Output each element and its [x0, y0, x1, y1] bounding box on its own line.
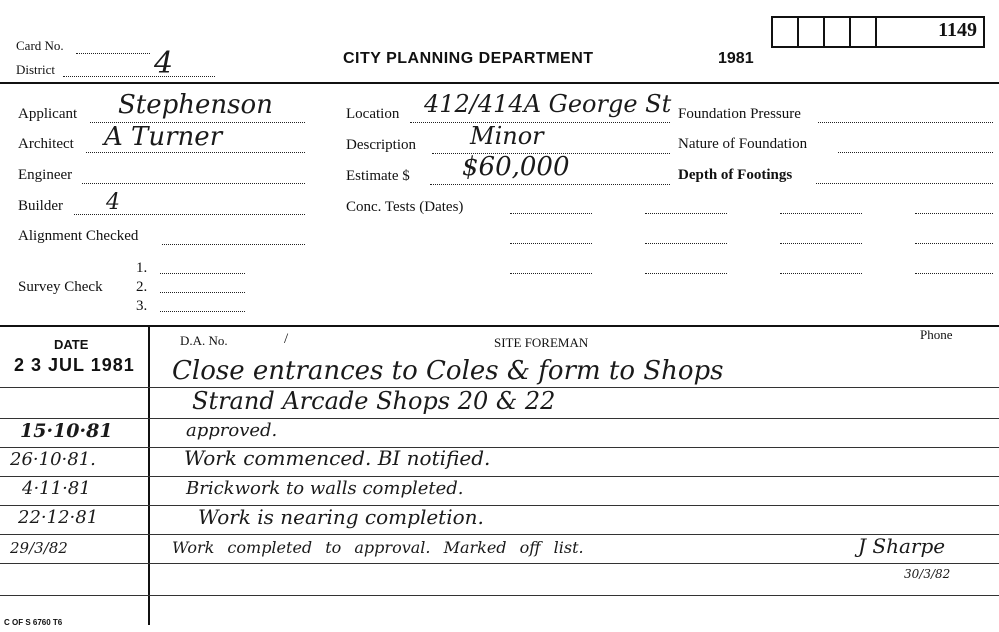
conc-line-2b — [645, 243, 727, 244]
conc-tests-label: Conc. Tests (Dates) — [346, 199, 464, 215]
conc-line-1b — [510, 243, 592, 244]
builder-label: Builder — [18, 198, 63, 214]
log-row-rule — [0, 534, 999, 535]
log-row-rule — [0, 595, 999, 596]
survey-line-3 — [160, 311, 245, 312]
survey-line-2 — [160, 292, 245, 293]
da-label: D.A. No. — [180, 333, 228, 348]
location-value: 412/414A George St — [424, 90, 672, 118]
description-value: Minor — [470, 122, 544, 150]
architect-value: A Turner — [104, 122, 223, 152]
department-title: CITY PLANNING DEPARTMENT — [343, 50, 594, 67]
card-number-box — [875, 16, 985, 48]
district-label: District — [16, 62, 55, 77]
da-value: / — [284, 331, 289, 347]
survey-number-3: 3. — [136, 298, 148, 314]
log-text-5: Brickwork to walls completed. — [186, 478, 464, 499]
foundation-pressure-label: Foundation Pressure — [678, 106, 801, 122]
conc-line-3b — [780, 243, 862, 244]
card-no-label: Card No. — [16, 38, 64, 53]
number-box-1 — [771, 16, 799, 48]
conc-line-2a — [645, 213, 727, 214]
conc-line-1c — [510, 273, 592, 274]
depth-label: Depth of Footings — [678, 167, 793, 183]
phone-label: Phone — [920, 327, 953, 342]
card-no-line — [76, 53, 150, 54]
description-label: Description — [346, 137, 416, 153]
applicant-label: Applicant — [18, 106, 78, 122]
conc-line-2c — [645, 273, 727, 274]
log-text-1: Close entrances to Coles & form to Shops — [172, 356, 724, 386]
log-date-1: 2 3 JUL 1981 — [14, 355, 135, 375]
survey-label: Survey Check — [18, 279, 103, 295]
survey-number-1: 1. — [136, 260, 148, 276]
number-box-3 — [823, 16, 851, 48]
card-number: 1149 — [938, 19, 977, 41]
form-code: C OF S 6760 T6 — [4, 618, 63, 627]
depth-line — [816, 183, 993, 184]
conc-line-3c — [780, 273, 862, 274]
log-date-3: 15·10·81 — [20, 420, 113, 442]
year: 1981 — [718, 50, 754, 67]
log-date-5: 4·11·81 — [22, 478, 91, 499]
engineer-label: Engineer — [18, 167, 73, 183]
log-text-7: Work completed to approval. Marked off list. — [172, 538, 584, 557]
district-line — [63, 76, 215, 77]
estimate-line — [430, 184, 670, 185]
log-row-rule — [0, 447, 999, 448]
log-text-6: Work is nearing completion. — [198, 505, 484, 529]
log-text-3: approved. — [186, 420, 278, 441]
architect-label: Architect — [18, 136, 74, 152]
log-date-4: 26·10·81. — [10, 449, 96, 470]
conc-line-3a — [780, 213, 862, 214]
site-foreman-label: SITE FOREMAN — [494, 335, 589, 350]
estimate-label: Estimate $ — [346, 168, 410, 184]
signature-date: 30/3/82 — [904, 567, 951, 581]
district-value: 4 — [154, 46, 174, 81]
nature-label: Nature of Foundation — [678, 136, 808, 152]
conc-line-4c — [915, 273, 993, 274]
log-row-rule — [0, 418, 999, 419]
date-header: DATE — [54, 337, 89, 352]
foundation-pressure-line — [818, 122, 993, 123]
signature: J Sharpe — [858, 534, 946, 558]
header-rule — [0, 82, 999, 84]
conc-line-4a — [915, 213, 993, 214]
applicant-value: Stephenson — [118, 90, 273, 120]
engineer-line — [82, 183, 305, 184]
nature-line — [838, 152, 993, 153]
number-box-2 — [797, 16, 825, 48]
log-date-6: 22·12·81 — [18, 507, 99, 528]
survey-line-1 — [160, 273, 245, 274]
alignment-label: Alignment Checked — [18, 228, 139, 244]
log-text-2: Strand Arcade Shops 20 & 22 — [192, 387, 556, 415]
date-column-divider — [148, 325, 150, 625]
log-text-4: Work commenced. BI notified. — [184, 446, 491, 470]
estimate-value: $60,000 — [462, 152, 570, 182]
alignment-line — [162, 244, 305, 245]
log-date-7: 29/3/82 — [10, 539, 68, 557]
log-row-rule — [0, 476, 999, 477]
builder-value: 4 — [106, 190, 120, 215]
conc-line-1a — [510, 213, 592, 214]
number-box-4 — [849, 16, 877, 48]
log-row-rule — [0, 505, 999, 506]
survey-number-2: 2. — [136, 279, 148, 295]
architect-line — [86, 152, 305, 153]
log-row-rule — [0, 563, 999, 564]
conc-line-4b — [915, 243, 993, 244]
location-label: Location — [346, 106, 400, 122]
